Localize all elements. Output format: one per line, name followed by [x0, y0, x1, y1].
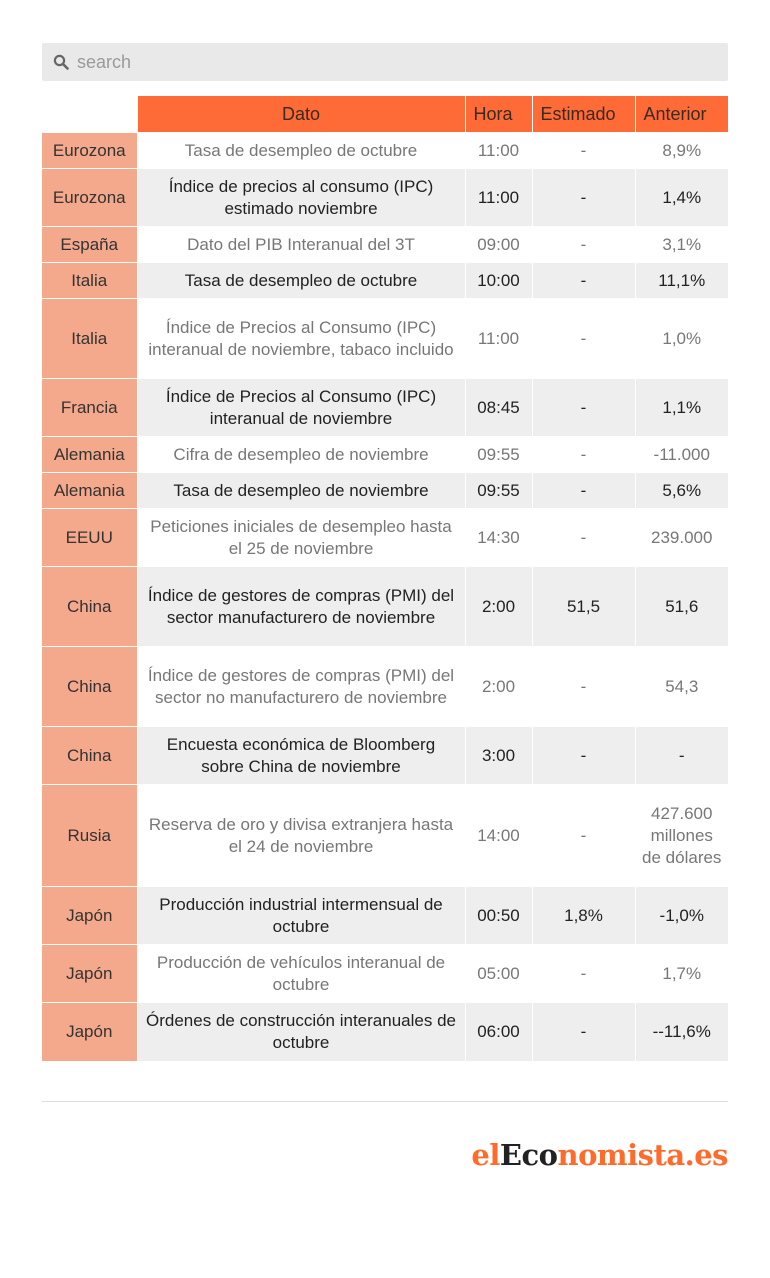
header-empty-cell	[42, 96, 137, 133]
anterior-cell: 427.600 millones de dólares	[635, 785, 728, 887]
dato-cell: Producción industrial intermensual de octubre	[137, 887, 465, 945]
dato-cell: Tasa de desempleo de octubre	[137, 263, 465, 299]
anterior-cell: 51,6	[635, 567, 728, 647]
anterior-cell: -11.000	[635, 437, 728, 473]
anterior-cell: 8,9%	[635, 133, 728, 169]
dato-cell: Cifra de desempleo de noviembre	[137, 437, 465, 473]
country-cell: China	[42, 727, 137, 785]
country-cell: Rusia	[42, 785, 137, 887]
country-cell: Alemania	[42, 473, 137, 509]
anterior-cell: 54,3	[635, 647, 728, 727]
table-row	[42, 473, 728, 509]
country-cell: Japón	[42, 1003, 137, 1061]
table-row	[42, 567, 728, 647]
estimado-cell: -	[532, 299, 635, 379]
header-anterior: Anterior	[635, 96, 728, 133]
country-cell: Eurozona	[42, 169, 137, 227]
hora-cell: 05:00	[465, 945, 532, 1003]
economic-calendar-table	[42, 95, 728, 1061]
logo-part-el: el	[471, 1138, 500, 1172]
country-cell: Italia	[42, 263, 137, 299]
table-row	[42, 647, 728, 727]
estimado-cell: -	[532, 785, 635, 887]
table-row	[42, 379, 728, 437]
dato-cell: Índice de Precios al Consumo (IPC) interanual de noviembre	[137, 379, 465, 437]
country-cell: Francia	[42, 379, 137, 437]
header-estimado: Estimado	[532, 96, 635, 133]
header-hora: Hora	[465, 96, 532, 133]
table-row	[42, 945, 728, 1003]
dato-cell: Órdenes de construcción interanuales de octubre	[137, 1003, 465, 1061]
estimado-cell: -	[532, 473, 635, 509]
country-cell: Alemania	[42, 437, 137, 473]
country-cell: Italia	[42, 299, 137, 379]
estimado-cell: -	[532, 437, 635, 473]
table-row	[42, 263, 728, 299]
hora-cell: 09:55	[465, 473, 532, 509]
anterior-cell: -	[635, 727, 728, 785]
table-row	[42, 1003, 728, 1061]
anterior-cell: 11,1%	[635, 263, 728, 299]
dato-cell: Producción de vehículos interanual de octubre	[137, 945, 465, 1003]
dato-cell: Índice de precios al consumo (IPC) estimado noviembre	[137, 169, 465, 227]
search-input[interactable]	[77, 43, 717, 81]
anterior-cell: 239.000	[635, 509, 728, 567]
dato-cell: Índice de gestores de compras (PMI) del sector no manufacturero de noviembre	[137, 647, 465, 727]
estimado-cell: 1,8%	[532, 887, 635, 945]
table-row	[42, 887, 728, 945]
anterior-cell: 1,1%	[635, 379, 728, 437]
country-cell: EEUU	[42, 509, 137, 567]
dato-cell: Tasa de desempleo de noviembre	[137, 473, 465, 509]
hora-cell: 11:00	[465, 133, 532, 169]
hora-cell: 14:30	[465, 509, 532, 567]
anterior-cell: 1,0%	[635, 299, 728, 379]
hora-cell: 06:00	[465, 1003, 532, 1061]
table-row	[42, 169, 728, 227]
country-cell: China	[42, 567, 137, 647]
search-icon	[53, 54, 69, 70]
hora-cell: 11:00	[465, 299, 532, 379]
hora-cell: 00:50	[465, 887, 532, 945]
anterior-cell: 3,1%	[635, 227, 728, 263]
footer-divider	[42, 1101, 728, 1102]
hora-cell: 09:55	[465, 437, 532, 473]
anterior-cell: 1,4%	[635, 169, 728, 227]
eleconomista-logo	[471, 1138, 728, 1172]
estimado-cell: -	[532, 945, 635, 1003]
dato-cell: Tasa de desempleo de octubre	[137, 133, 465, 169]
hora-cell: 10:00	[465, 263, 532, 299]
hora-cell: 2:00	[465, 567, 532, 647]
table-row	[42, 437, 728, 473]
country-cell: Japón	[42, 887, 137, 945]
table-row	[42, 227, 728, 263]
estimado-cell: -	[532, 379, 635, 437]
estimado-cell: 51,5	[532, 567, 635, 647]
estimado-cell: -	[532, 227, 635, 263]
table-row	[42, 133, 728, 169]
hora-cell: 2:00	[465, 647, 532, 727]
country-cell: Japón	[42, 945, 137, 1003]
estimado-cell: -	[532, 509, 635, 567]
anterior-cell: -1,0%	[635, 887, 728, 945]
logo-part-eco: Eco	[499, 1138, 558, 1172]
hora-cell: 3:00	[465, 727, 532, 785]
dato-cell: Encuesta económica de Bloomberg sobre China de noviembre	[137, 727, 465, 785]
hora-cell: 14:00	[465, 785, 532, 887]
table-row	[42, 509, 728, 567]
estimado-cell: -	[532, 169, 635, 227]
dato-cell: Índice de Precios al Consumo (IPC) interanual de noviembre, tabaco incluido	[137, 299, 465, 379]
estimado-cell: -	[532, 647, 635, 727]
anterior-cell: 5,6%	[635, 473, 728, 509]
estimado-cell: -	[532, 263, 635, 299]
anterior-cell: --11,6%	[635, 1003, 728, 1061]
country-cell: Eurozona	[42, 133, 137, 169]
table-row	[42, 299, 728, 379]
dato-cell: Índice de gestores de compras (PMI) del sector manufacturero de noviembre	[137, 567, 465, 647]
estimado-cell: -	[532, 727, 635, 785]
table-row	[42, 727, 728, 785]
header-dato: Dato	[137, 96, 465, 133]
table-header-row	[42, 96, 728, 133]
hora-cell: 09:00	[465, 227, 532, 263]
anterior-cell: 1,7%	[635, 945, 728, 1003]
country-cell: China	[42, 647, 137, 727]
hora-cell: 08:45	[465, 379, 532, 437]
logo-part-nomista: nomista.es	[557, 1138, 728, 1172]
dato-cell: Reserva de oro y divisa extranjera hasta el 24 de noviembre	[137, 785, 465, 887]
dato-cell: Dato del PIB Interanual del 3T	[137, 227, 465, 263]
hora-cell: 11:00	[465, 169, 532, 227]
search-bar	[42, 43, 728, 81]
table-row	[42, 785, 728, 887]
dato-cell: Peticiones iniciales de desempleo hasta el 25 de noviembre	[137, 509, 465, 567]
estimado-cell: -	[532, 133, 635, 169]
country-cell: España	[42, 227, 137, 263]
estimado-cell: -	[532, 1003, 635, 1061]
